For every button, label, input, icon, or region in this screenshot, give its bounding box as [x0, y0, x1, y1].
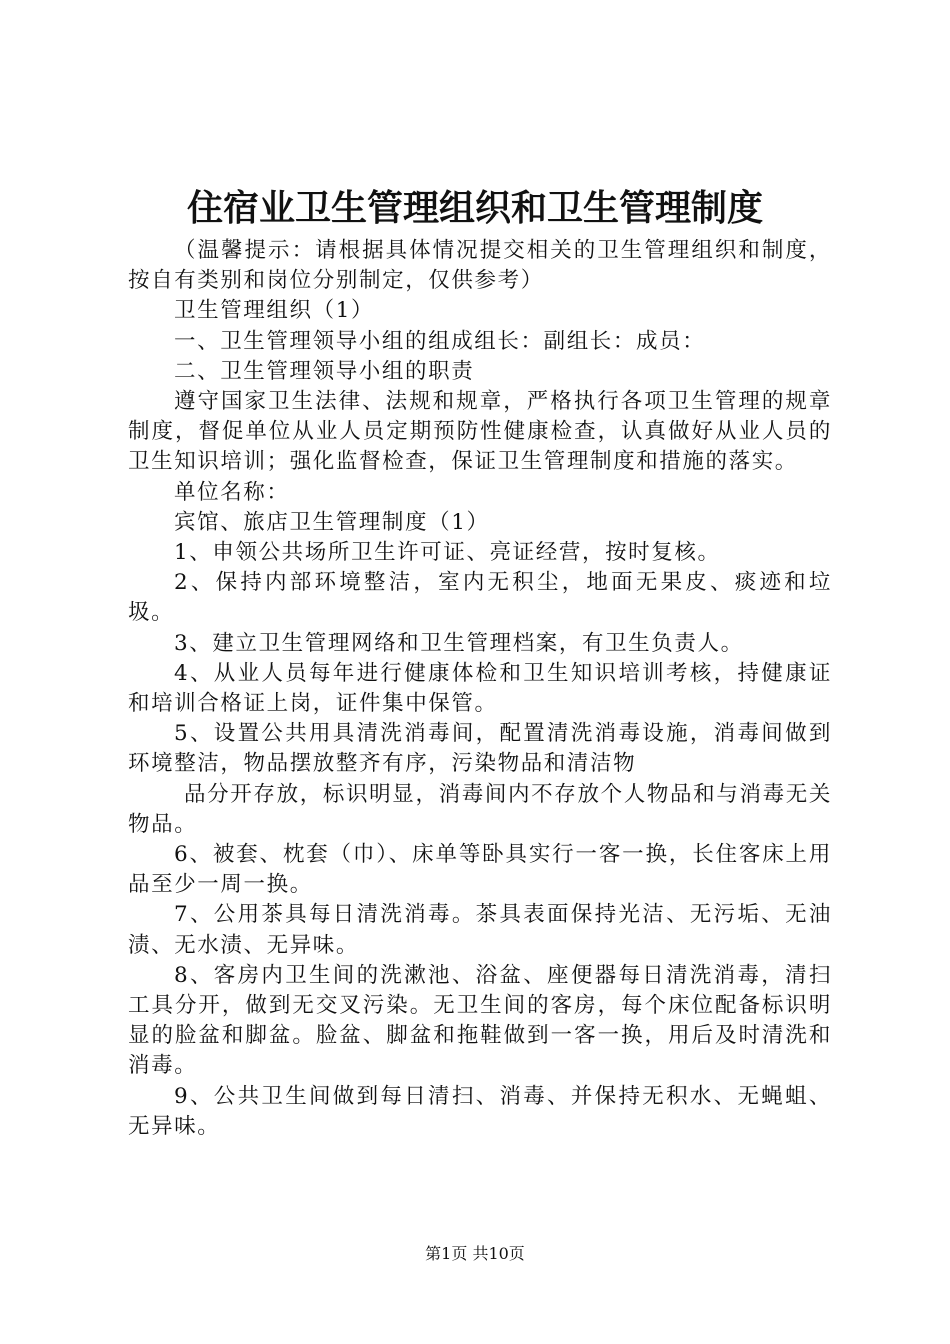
list-item: 5、设置公共用具清洗消毒间，配置清洗消毒设施，消毒间做到环境整洁，物品摆放整齐有序，污染物品和清洁物 [128, 721, 832, 777]
list-item: 9、公共卫生间做到每日清扫、消毒、并保持无积水、无蝇蛆、无异味。 [128, 1083, 832, 1139]
list-item: 4、从业人员每年进行健康体检和卫生知识培训考核，持健康证和培训合格证上岗，证件集中保管。 [128, 660, 832, 717]
list-item: 3、建立卫生管理网络和卫生管理档案，有卫生负责人。 [174, 630, 744, 656]
list-item: 7、公用茶具每日清洗消毒。茶具表面保持光洁、无污垢、无油渍、无水渍、无异味。 [128, 902, 832, 958]
list-item: 8、客房内卫生间的洗漱池、浴盆、座便器每日清洗消毒，清扫工具分开，做到无交叉污染。无卫生间的客房，每个床位配备标识明显的脸盆和脚盆。脸盆、脚盆和拖鞋做到一客一换，用后及时清洗和消毒。 [128, 962, 832, 1079]
document-body [128, 236, 832, 1142]
body-paragraph: 遵守国家卫生法律、法规和规章，严格执行各项卫生管理的规章制度，督促单位从业人员定期预防性健康检查，认真做好从业人员的卫生知识培训；强化监督检查，保证卫生管理制度和措施的落实。 [128, 389, 832, 475]
body-paragraph: 一、卫生管理领导小组的组成组长：副组长：成员： [174, 328, 706, 354]
section-heading: 卫生管理组织（1） [174, 298, 375, 324]
list-item: 1、申领公共场所卫生许可证、亮证经营，按时复核。 [174, 540, 721, 566]
list-item-continuation: 品分开存放，标识明显，消毒间内不存放个人物品和与消毒无关物品。 [128, 781, 832, 837]
section-heading: 宾馆、旅店卫生管理制度（1） [174, 509, 490, 535]
body-paragraph: 二、卫生管理领导小组的职责 [174, 358, 475, 384]
body-paragraph: 单位名称： [174, 479, 290, 505]
list-item: 2、保持内部环境整洁，室内无积尘，地面无果皮、痰迹和垃圾。 [128, 570, 832, 626]
document-title: 住宿业卫生管理组织和卫生管理制度 [186, 187, 763, 229]
list-item: 6、被套、枕套（巾）、床单等卧具实行一客一换，长住客床上用品至少一周一换。 [128, 842, 832, 898]
page-number-footer: 第1页 共10页 [425, 1244, 525, 1263]
notice-paragraph: （温馨提示：请根据具体情况提交相关的卫生管理组织和制度，按自有类别和岗位分别制定，仅供参考） [128, 238, 832, 294]
